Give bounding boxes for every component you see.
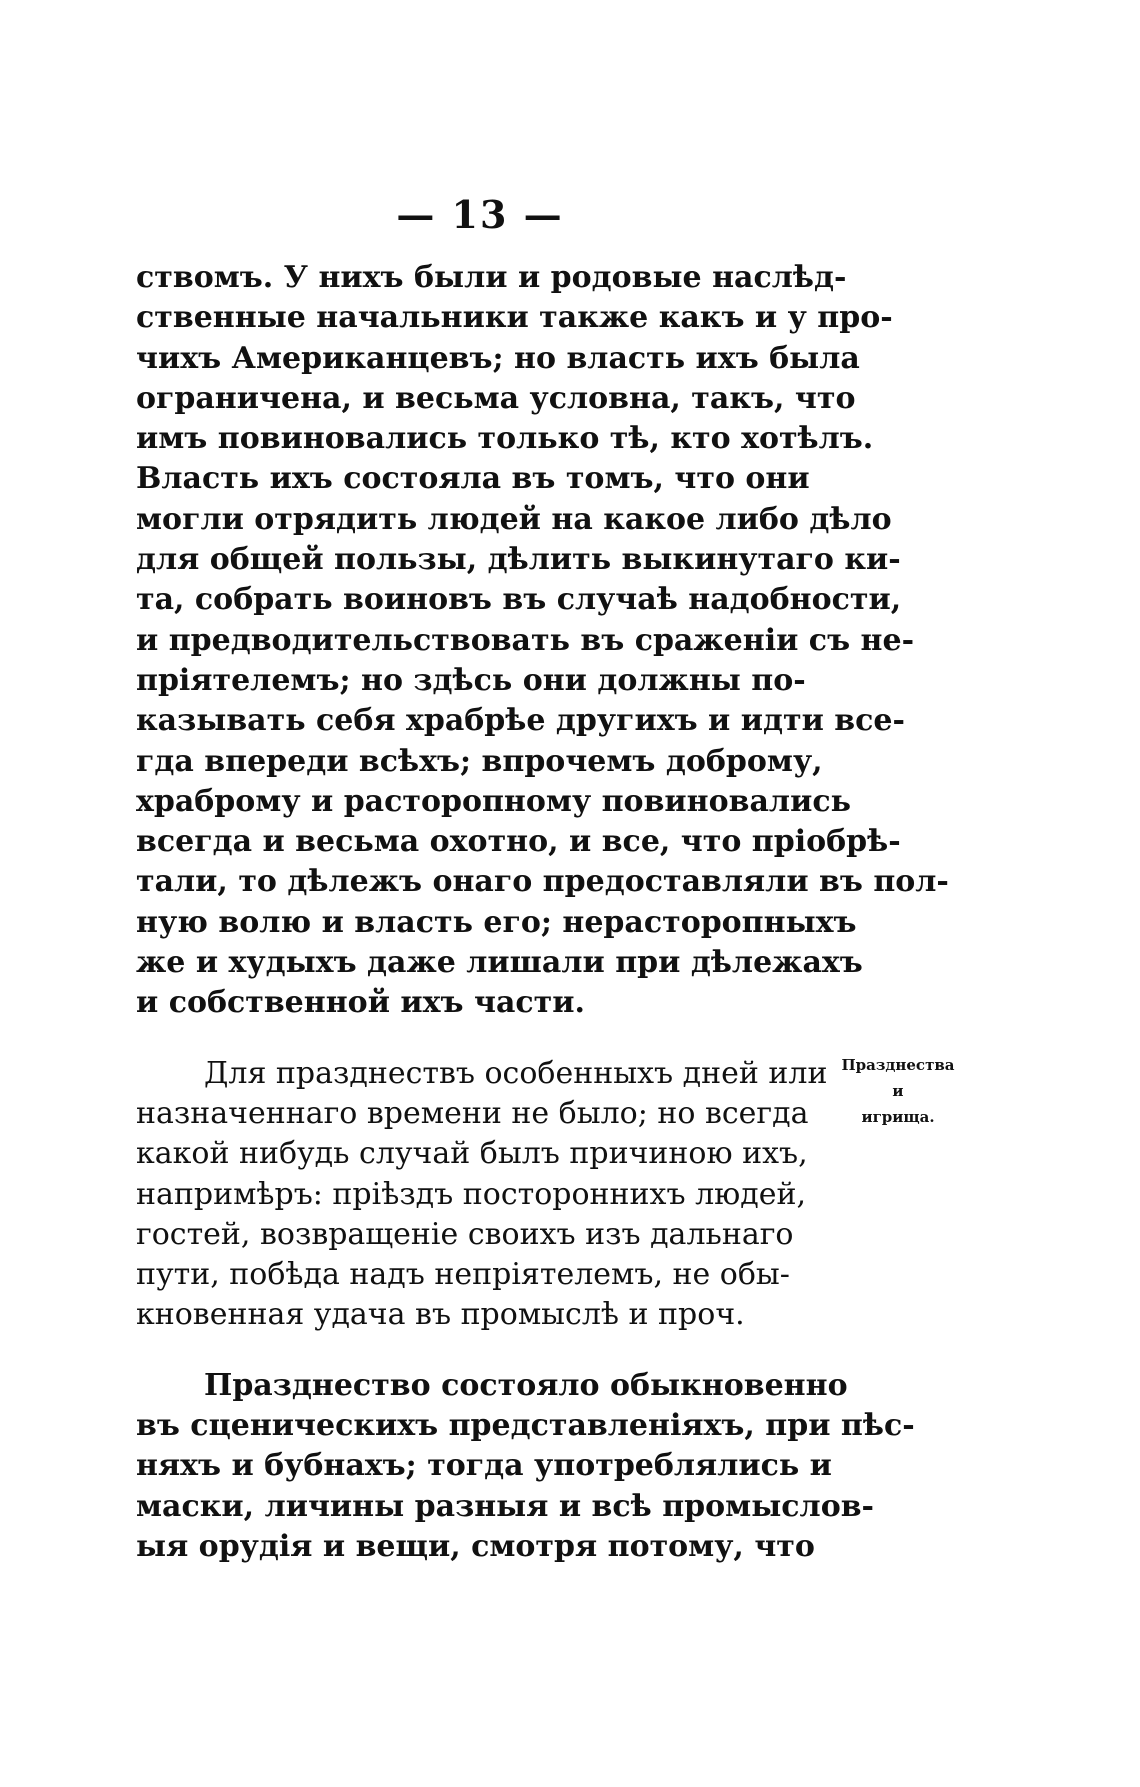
text-line: ную волю и власть его; нерасторопныхъ — [136, 904, 857, 940]
marginal-note-line: и — [892, 1082, 904, 1100]
paragraph-gap — [136, 1336, 818, 1366]
paragraph-3 — [136, 1366, 915, 1567]
text-line: пріятелемъ; но здѣсь они должны по- — [136, 662, 806, 698]
paragraph-2 — [136, 1054, 828, 1336]
text-line: всегда и весьма охотно, и все, что пріобрѣ- — [136, 824, 901, 860]
text-line: казывать себя храбрѣе другихъ и идти все- — [136, 703, 905, 739]
text-line: маски, личины разныя и всѣ промыслов- — [136, 1488, 875, 1524]
text-line: кновенная удача въ промыслѣ и проч. — [136, 1297, 745, 1333]
text-line: ствомъ. У нихъ были и родовые наслѣд- — [136, 260, 847, 295]
marginal-note-line: Празднества — [841, 1056, 955, 1074]
text-line: имъ повиновались только тѣ, кто хотѣлъ. — [136, 421, 874, 457]
text-line: Власть ихъ состояла въ томъ, что они — [136, 461, 810, 497]
marginal-note-line: игрища. — [861, 1108, 935, 1126]
text-line: какой нибудь случай былъ причиною ихъ, — [136, 1136, 808, 1172]
text-line: назначеннаго времени не было; но всегда — [136, 1095, 809, 1131]
text-line: и предводительствовать въ сраженіи съ не- — [136, 622, 915, 658]
text-line: Для празднествъ особенныхъ дней или — [204, 1055, 828, 1091]
text-line: тали, то дѣлежъ онаго предоставляли въ пол- — [136, 864, 949, 900]
text-line: ыя орудія и вещи, смотря потому, что — [136, 1528, 815, 1564]
text-line: гда впереди всѣхъ; впрочемъ доброму, — [136, 743, 823, 779]
page-number: — 13 — — [396, 192, 564, 237]
text-line: чихъ Американцевъ; но власть ихъ была — [136, 340, 860, 376]
paragraph-gap — [136, 1024, 818, 1054]
text-line: та, собрать воиновъ въ случаѣ надобности, — [136, 582, 902, 618]
paragraph-1 — [136, 258, 949, 1024]
text-line: ограничена, и весьма условна, такъ, что — [136, 380, 856, 416]
text-line: няхъ и бубнахъ; тогда употреблялись и — [136, 1448, 832, 1484]
marginal-note — [828, 1052, 968, 1130]
text-line: пути, побѣда надъ непріятелемъ, не обы- — [136, 1257, 790, 1293]
text-line: для общей пользы, дѣлить выкинутаго ки- — [136, 542, 901, 578]
text-line: же и худыхъ даже лишали при дѣлежахъ — [136, 945, 863, 981]
text-line: могли отрядить людей на какое либо дѣло — [136, 501, 892, 537]
text-line: въ сценическихъ представленіяхъ, при пѣс- — [136, 1408, 915, 1444]
text-line: и собственной ихъ части. — [136, 985, 585, 1021]
text-line: напримѣръ: пріѣздъ постороннихъ людей, — [136, 1176, 807, 1212]
text-line: храброму и расторопному повиновались — [136, 783, 851, 819]
text-line: ственные начальники также какъ и у про- — [136, 300, 893, 336]
text-line: Празднество состояло обыкновенно — [204, 1367, 848, 1403]
text-line: гостей, возвращеніе своихъ изъ дальнаго — [136, 1216, 794, 1252]
